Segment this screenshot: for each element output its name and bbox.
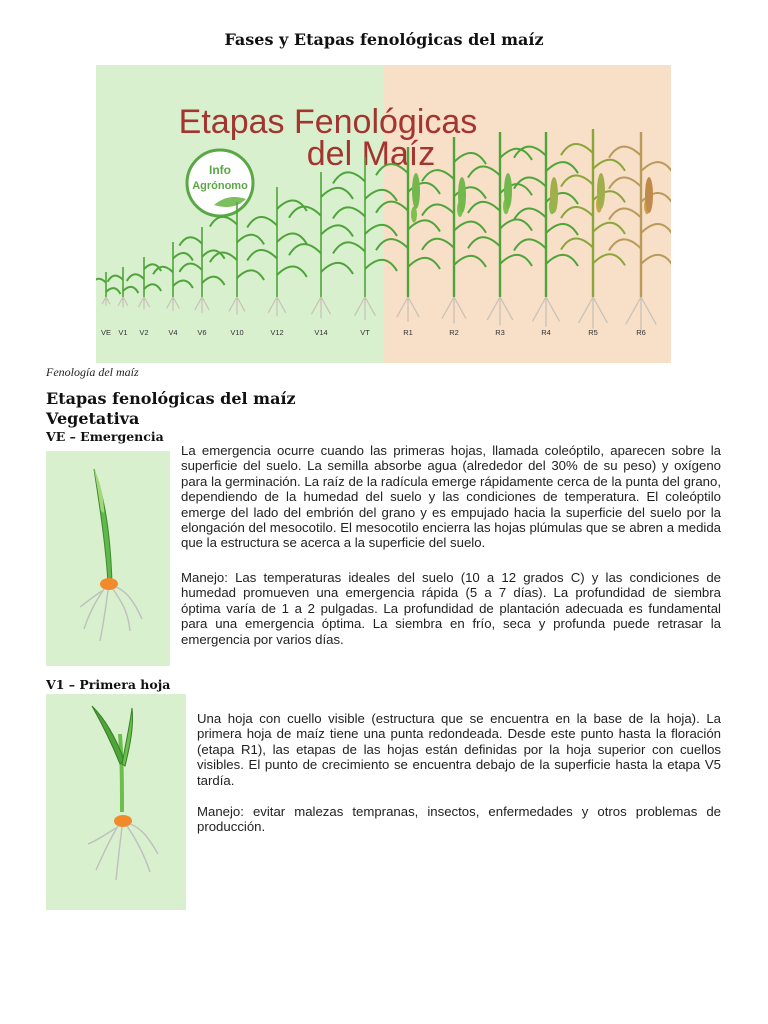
- stage-label-r5: R5: [588, 328, 598, 337]
- v1-management-paragraph: Manejo: evitar malezas tempranas, insectos, enfermedades y otros problemas de producción.: [197, 804, 721, 835]
- stage-label-v1: V1: [118, 328, 128, 337]
- ve-seedling-image: [46, 451, 170, 666]
- stage-label-r2: R2: [449, 328, 459, 337]
- stage-label-r3: R3: [495, 328, 505, 337]
- stage-label-v2: V2: [139, 328, 149, 337]
- v1-stage-heading: V1 – Primera hoja: [46, 677, 171, 692]
- stage-label-r6: R6: [636, 328, 646, 337]
- stage-label-v4: V4: [168, 328, 178, 337]
- figure-caption: Fenología del maíz: [46, 365, 139, 379]
- stage-label-v12: V12: [270, 328, 284, 337]
- ve-description-paragraph: La emergencia ocurre cuando las primeras hojas, llamada coleóptilo, aparecen sobre la superficie del suelo. La semilla absorbe agua (alrededor del 30% de su peso) y oxígeno para la germinación. La raíz de la radícula emerge rápidamente cerca de la punta del grano, dependiendo de la humedad del suelo y las condiciones de temperatura. El coleóptilo emerge del lado del embrión del grano y es empujado hacia la superficie del suelo por la elongación del mesocotilo. El mesocotilo encierra las hojas plúmulas que se abren a medida que la estructura se acerca a la superficie del suelo.: [181, 443, 721, 551]
- ve-stage-heading: VE – Emergencia: [46, 429, 164, 444]
- v1-seedling-image: [46, 694, 186, 910]
- banner-title-line2: del Maíz: [306, 135, 436, 173]
- banner-title-line1: Etapas Fenológicas: [178, 103, 478, 141]
- logo-line2: Agrónomo: [192, 180, 248, 192]
- v1-description-paragraph: Una hoja con cuello visible (estructura que se encuentra en la base de la hoja). La primera hoja de maíz tiene una punta redondeada. Desde este punto hasta la floración (etapa R1), las etapas de las hojas están definidas por la hoja superior con cuellos visibles. El punto de crecimiento se encuentra debajo de la superficie hasta la etapa V5 tardía.: [197, 711, 721, 788]
- stage-label-ve: VE: [100, 328, 112, 337]
- stage-label-v6: V6: [197, 328, 207, 337]
- document-title: Fases y Etapas fenológicas del maíz: [224, 30, 544, 49]
- subsection-title: Vegetativa: [46, 409, 140, 428]
- info-agronomo-logo: [187, 150, 253, 216]
- ve-management-paragraph: Manejo: Las temperaturas ideales del suelo (10 a 12 grados C) y las condiciones de humedad promueven una emergencia rápida (5 a 7 días). La profundidad de siembra óptima varía de 1 a 2 pulgadas. La profundidad de plantación adecuada es fundamental para una emergencia óptima. La siembra en frío, seca y profunda puede retrasar la emergencia por varios días.: [181, 570, 721, 647]
- stage-label-v14: V14: [314, 328, 328, 337]
- section-title: Etapas fenológicas del maíz: [46, 389, 296, 408]
- stage-label-r1: R1: [403, 328, 413, 337]
- stage-label-vt: VT: [360, 328, 370, 337]
- phenology-banner-image: [96, 65, 671, 363]
- stage-label-v10: V10: [230, 328, 244, 337]
- stage-label-r4: R4: [541, 328, 551, 337]
- logo-line1: Info: [209, 163, 231, 177]
